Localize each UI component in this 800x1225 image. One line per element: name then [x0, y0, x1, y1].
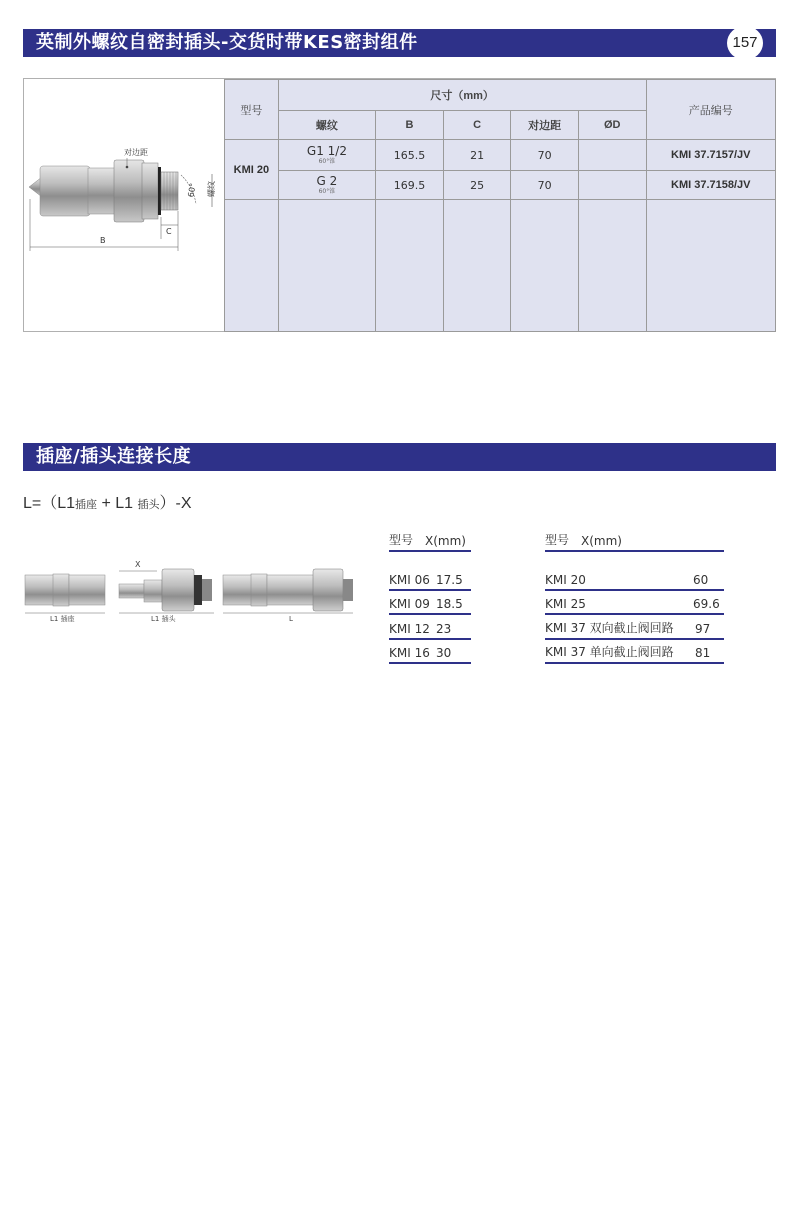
- plug-illustration-icon: [24, 79, 224, 331]
- model: KMI 09: [389, 597, 430, 611]
- header-dimensions: 尺寸（mm）: [278, 80, 646, 111]
- list-item: [389, 640, 471, 665]
- svg-text:B: B: [100, 236, 106, 245]
- thread-note: 60°锥: [318, 188, 336, 195]
- svg-text:60°: 60°: [186, 182, 198, 198]
- table-row: [225, 171, 776, 200]
- empty-cell: [376, 200, 444, 332]
- length-formula: [23, 490, 192, 513]
- svg-text:L1 插座: L1 插座: [50, 615, 75, 623]
- part-number-cell: KMI 37.7157/JV: [646, 140, 775, 171]
- x-list-left: [389, 533, 471, 664]
- empty-cell: [511, 200, 579, 332]
- header-model: 型号: [545, 533, 570, 547]
- x-list-header: [545, 533, 724, 552]
- header-model: 型号: [225, 80, 279, 140]
- x-value: 60: [693, 572, 709, 587]
- empty-cell: [278, 200, 375, 332]
- svg-text:螺纹: 螺纹: [207, 181, 216, 197]
- empty-cell: [225, 200, 279, 332]
- header-x: X(mm): [581, 534, 622, 548]
- x-value: 23: [436, 621, 452, 636]
- subheader-b: B: [376, 111, 444, 140]
- connection-illustration-icon: [23, 555, 353, 635]
- c-cell: 21: [443, 140, 511, 171]
- page-number: 157: [727, 26, 763, 60]
- across-flats-label: 对边距: [124, 148, 148, 157]
- across-flats-cell: 70: [511, 140, 579, 171]
- x-value: 97: [695, 621, 711, 636]
- part-number-cell: KMI 37.7158/JV: [646, 171, 775, 200]
- section-title-bar: [23, 443, 776, 471]
- thread-cell: [278, 171, 375, 200]
- empty-cell: [443, 200, 511, 332]
- empty-cell: [646, 200, 775, 332]
- section-title-bar: [23, 29, 776, 57]
- table-row-empty: [225, 200, 776, 332]
- header-part-number: 产品编号: [646, 80, 775, 140]
- x-value: 17.5: [436, 572, 463, 587]
- x-list-header: [389, 533, 471, 552]
- model: KMI 37 单向截止阀回路: [545, 645, 674, 659]
- formula-sub-plug: 插头: [137, 499, 160, 511]
- svg-text:L: L: [289, 615, 293, 623]
- list-item: [545, 615, 724, 640]
- list-item: [545, 591, 724, 616]
- subheader-thread: 螺纹: [278, 111, 375, 140]
- model: KMI 25: [545, 597, 586, 611]
- thread-note: 60°锥: [318, 158, 336, 165]
- section-title: 英制外螺纹自密封插头-交货时带KES密封组件: [36, 32, 418, 53]
- spec-block: [23, 78, 776, 332]
- b-cell: 169.5: [376, 171, 444, 200]
- svg-text:L1 插头: L1 插头: [151, 615, 176, 623]
- header-x: X(mm): [425, 534, 466, 548]
- model: KMI 20: [545, 572, 586, 587]
- od-cell: [578, 171, 646, 200]
- x-value: 81: [695, 646, 711, 660]
- header-model: 型号: [389, 533, 414, 547]
- svg-text:X: X: [135, 560, 141, 569]
- formula-sub-socket: 插座: [75, 499, 98, 511]
- formula-prefix: L=（L1: [23, 495, 76, 512]
- spec-table: [224, 79, 776, 332]
- subheader-c: C: [443, 111, 511, 140]
- list-item: [389, 615, 471, 640]
- thread-value: G1 1/2: [306, 144, 347, 158]
- b-cell: 165.5: [376, 140, 444, 171]
- x-list-right: [545, 533, 724, 664]
- x-value: 30: [436, 646, 452, 660]
- x-value: 18.5: [436, 597, 463, 611]
- svg-text:C: C: [166, 227, 172, 236]
- model: KMI 12: [389, 621, 430, 636]
- empty-cell: [578, 200, 646, 332]
- list-item: [389, 591, 471, 616]
- c-cell: 25: [443, 171, 511, 200]
- subheader-od: ØD: [578, 111, 646, 140]
- thread-cell: [278, 140, 375, 171]
- formula-mid: + L1: [97, 495, 138, 512]
- list-item: [545, 640, 724, 665]
- formula-suffix: ）-X: [159, 495, 192, 512]
- across-flats-cell: 70: [511, 171, 579, 200]
- list-item: [389, 566, 471, 591]
- list-item: [545, 566, 724, 591]
- section-title: 插座/插头连接长度: [36, 446, 192, 467]
- table-row: [225, 140, 776, 171]
- model: KMI 37 双向截止阀回路: [545, 620, 674, 635]
- thread-value: G 2: [316, 174, 338, 188]
- model: KMI 16: [389, 646, 430, 660]
- connection-drawing: [23, 555, 353, 635]
- plug-drawing: [24, 79, 224, 331]
- model-cell: KMI 20: [225, 140, 279, 200]
- subheader-across-flats: 对边距: [511, 111, 579, 140]
- od-cell: [578, 140, 646, 171]
- x-value: 69.6: [693, 597, 720, 611]
- model: KMI 06: [389, 572, 430, 587]
